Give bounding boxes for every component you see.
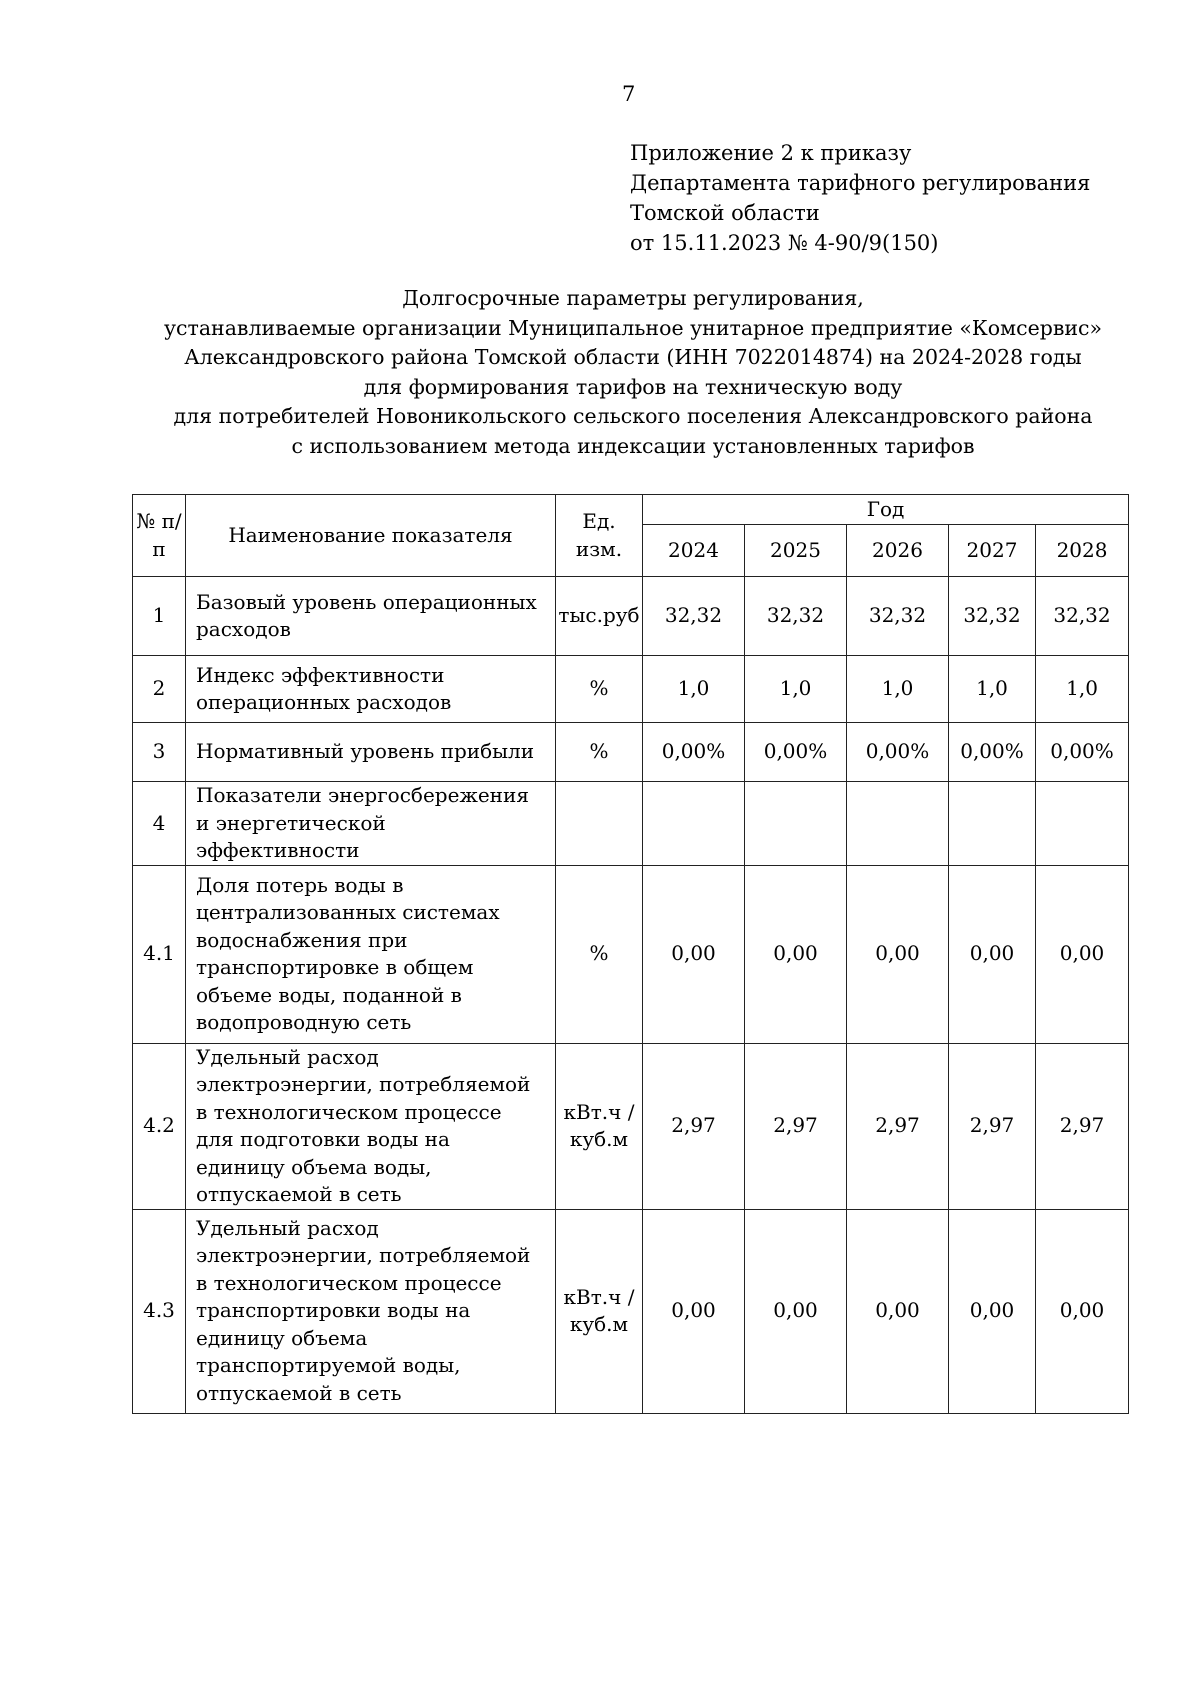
row-num: 3 bbox=[133, 723, 186, 782]
row-value: 2,97 bbox=[1036, 1043, 1129, 1209]
row-value bbox=[847, 782, 949, 866]
table-row bbox=[133, 723, 1129, 782]
row-value: 32,32 bbox=[745, 577, 847, 656]
row-value: 0,00 bbox=[1036, 1209, 1129, 1413]
row-value: 0,00% bbox=[949, 723, 1036, 782]
row-num: 4 bbox=[133, 782, 186, 866]
header-year: 2027 bbox=[949, 525, 1036, 577]
header-year: 2026 bbox=[847, 525, 949, 577]
row-name: Доля потерь воды в централизованных системах водоснабжения при транспортировке в общем объеме воды, поданной в водопроводную сеть bbox=[186, 865, 556, 1043]
row-value: 0,00% bbox=[1036, 723, 1129, 782]
row-value: 1,0 bbox=[643, 656, 745, 723]
title-line: для потребителей Новоникольского сельского поселения Александровского района bbox=[173, 404, 1093, 428]
row-name: Удельный расход электроэнергии, потребляемой в технологическом процессе транспортировки воды на единицу объема транспортируемой воды, отпускаемой в сеть bbox=[186, 1209, 556, 1413]
header-year: 2028 bbox=[1036, 525, 1129, 577]
row-unit: % bbox=[556, 865, 643, 1043]
table-row bbox=[133, 577, 1129, 656]
row-name: Нормативный уровень прибыли bbox=[186, 723, 556, 782]
row-value bbox=[643, 782, 745, 866]
row-value: 1,0 bbox=[847, 656, 949, 723]
table-row bbox=[133, 865, 1129, 1043]
row-value: 1,0 bbox=[1036, 656, 1129, 723]
title-line: Долгосрочные параметры регулирования, bbox=[402, 286, 864, 310]
table-row bbox=[133, 1043, 1129, 1209]
header-unit: Ед. изм. bbox=[556, 495, 643, 577]
header-year-group: Год bbox=[643, 495, 1129, 525]
row-value: 0,00 bbox=[949, 1209, 1036, 1413]
appendix-line: от 15.11.2023 № 4-90/9(150) bbox=[630, 231, 939, 255]
row-name: Индекс эффективности операционных расходов bbox=[186, 656, 556, 723]
row-name: Базовый уровень операционных расходов bbox=[186, 577, 556, 656]
appendix-line: Департамента тарифного регулирования bbox=[630, 171, 1091, 195]
row-num: 1 bbox=[133, 577, 186, 656]
row-value: 0,00% bbox=[847, 723, 949, 782]
row-value: 0,00 bbox=[643, 1209, 745, 1413]
table-row bbox=[133, 1209, 1129, 1413]
appendix-line: Томской области bbox=[630, 201, 820, 225]
row-value bbox=[745, 782, 847, 866]
row-value: 0,00 bbox=[745, 865, 847, 1043]
title-line: с использованием метода индексации установленных тарифов bbox=[291, 433, 975, 458]
row-value bbox=[949, 782, 1036, 866]
row-value: 0,00 bbox=[847, 865, 949, 1043]
row-name: Показатели энергосбережения и энергетической эффективности bbox=[186, 782, 556, 866]
row-value bbox=[1036, 782, 1129, 866]
row-num: 4.1 bbox=[133, 865, 186, 1043]
row-value: 32,32 bbox=[847, 577, 949, 656]
row-unit bbox=[556, 782, 643, 866]
row-value: 1,0 bbox=[745, 656, 847, 723]
row-value: 32,32 bbox=[643, 577, 745, 656]
row-value: 2,97 bbox=[949, 1043, 1036, 1209]
row-value: 32,32 bbox=[949, 577, 1036, 656]
appendix-header bbox=[630, 138, 1090, 258]
row-unit: кВт.ч / куб.м bbox=[556, 1209, 643, 1413]
table-row bbox=[133, 656, 1129, 723]
row-unit: % bbox=[556, 656, 643, 723]
row-value: 1,0 bbox=[949, 656, 1036, 723]
row-value: 0,00% bbox=[643, 723, 745, 782]
row-value: 0,00% bbox=[745, 723, 847, 782]
row-unit: тыс.руб bbox=[556, 577, 643, 656]
parameters-table bbox=[132, 494, 1129, 1414]
appendix-line: Приложение 2 к приказу bbox=[630, 141, 912, 165]
row-value: 0,00 bbox=[643, 865, 745, 1043]
row-num: 4.3 bbox=[133, 1209, 186, 1413]
document-title bbox=[120, 284, 1146, 461]
header-year: 2025 bbox=[745, 525, 847, 577]
row-value: 0,00 bbox=[745, 1209, 847, 1413]
page-number: 7 bbox=[622, 82, 636, 106]
title-line: для формирования тарифов на техническую воду bbox=[363, 374, 903, 399]
title-line: устанавливаемые организации Муниципальное унитарное предприятие «Комсервис» bbox=[163, 315, 1103, 340]
header-year: 2024 bbox=[643, 525, 745, 577]
row-num: 2 bbox=[133, 656, 186, 723]
row-num: 4.2 bbox=[133, 1043, 186, 1209]
row-unit: % bbox=[556, 723, 643, 782]
row-name: Удельный расход электроэнергии, потребляемой в технологическом процессе для подготовки воды на единицу объема воды, отпускаемой в сеть bbox=[186, 1043, 556, 1209]
row-value: 32,32 bbox=[1036, 577, 1129, 656]
header-num: № п/п bbox=[133, 495, 186, 577]
row-value: 2,97 bbox=[847, 1043, 949, 1209]
row-unit: кВт.ч / куб.м bbox=[556, 1043, 643, 1209]
row-value: 2,97 bbox=[745, 1043, 847, 1209]
title-line: Александровского района Томской области (ИНН 7022014874) на 2024-2028 годы bbox=[184, 345, 1082, 369]
row-value: 0,00 bbox=[1036, 865, 1129, 1043]
row-value: 0,00 bbox=[847, 1209, 949, 1413]
table-row bbox=[133, 782, 1129, 866]
row-value: 0,00 bbox=[949, 865, 1036, 1043]
row-value: 2,97 bbox=[643, 1043, 745, 1209]
header-name: Наименование показателя bbox=[186, 495, 556, 577]
